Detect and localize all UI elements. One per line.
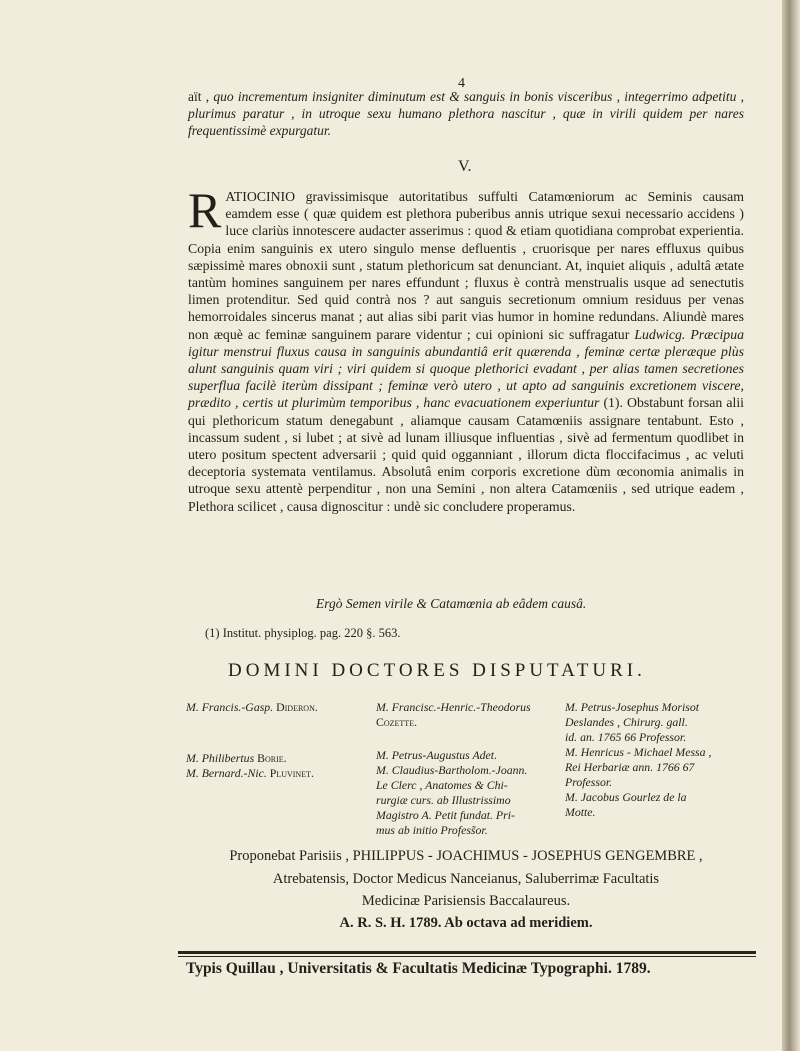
intro-text <box>188 88 744 139</box>
paragraph-text-b: (1). Obstabunt forsan alii qui plethoricum statum denegabunt , aliamque causam Catamœniis assignare tentabunt. Esto , incassum sudent , si lubet ; at sivè ad lunam illiusque influentias , sivè ad fermentum quodlibet in utero positum spectent adversarii ; quid quid ogganniant , illorum dicta floccifacimus , ac veluti deceptoria systemata ventilamus. Absolutâ enim corporis excretione dùm œconomia animalis in utroque sexu attentè perpenditur , non una Semini , non altera Catamœniis , sed utrique eadem , Plethora scilicet , causa dignoscitur : undè sic concludere properamus. <box>188 395 744 514</box>
doctor-line: Magistro A. Petit fundat. Pri- <box>376 808 515 822</box>
doctors-column-1 <box>186 700 318 781</box>
doctor-line: M. Jacobus Gourlez de la <box>565 790 687 804</box>
doctors-column-2 <box>376 700 531 838</box>
quoted-author: Ludwicg. <box>629 326 691 342</box>
divider-thin <box>178 956 756 957</box>
doctor-entry: M. Francis.-Gasp. Dideron. <box>186 700 318 714</box>
doctor-line: Professor. <box>565 775 613 789</box>
doctor-line: M. Petrus-Augustus Adet. <box>376 748 498 762</box>
imprint-line-1: Proponebat Parisiis , PHILIPPUS - JOACHIMUS - JOSEPHUS GENGEMBRE , <box>229 848 703 864</box>
doctor-line: Deslandes , Chirurg. gall. <box>565 715 688 729</box>
doctor-entry: M. Philibertus Borie. <box>186 751 287 765</box>
footnote: (1) Institut. physiplog. pag. 220 §. 563. <box>205 626 401 640</box>
imprint-line-4: A. R. S. H. 1789. Ab octava ad meridiem. <box>339 915 593 931</box>
doctor-line: mus ab initio Profess̃or. <box>376 823 488 837</box>
doctor-line: id. an. 1765 66 Professor. <box>565 730 687 744</box>
quotation: Præcipua igitur menstrui fluxus causa in sanguinis abundantiâ erit quærenda , feminæ certæ pleræque plùs alunt sanguinis quam viri ; viri quidem si quoque plethorici evadant , per alias tamen secretiones superflua facilè iterùm dissipant ; feminæ verò utero , ut apto ad sanguinis excretionem viscere, prædito , certis ut plurimùm temporibus , hanc evacuationem experiuntur <box>188 326 744 411</box>
intro-italic: quo incrementum insigniter diminutum est & sanguis in bonis visceribus , integerrimo adpetitu , plurimus paratur , in utroque sexu humano plethora nascitur , quæ in virili quidem per nares frequentissimè expurgatur. <box>188 89 745 138</box>
page-number: 4 <box>458 76 465 91</box>
page-edge <box>782 0 800 1051</box>
doctor-line: rurgiæ curs. ab Illustrissimo <box>376 793 511 807</box>
doctors-column-3 <box>565 700 711 820</box>
intro-roman: aït , <box>188 89 210 104</box>
section-number: V. <box>458 158 472 175</box>
paragraph-text-a: ATIOCINIO gravissimisque autoritatibus suffulti Catamœniorum ac Seminis causam eamdem esse ( quæ quidem est plethora puberibus annis utrique sexui necessario accidens ) luce clariùs innotescere audacter asserimus : quod & etiam quotidiana comprobat experientia. Copia enim sanguinis ex utero singulo mense defluentis , cruorisque per nares effluxus quibus sæpissimè mares obnoxii sunt , statum plethoricum sat denunciant. At, inquiet aliquis , adultâ ætate tantùm homines sanguinem per nares effundunt ; fluxus è contrà menstrualis usque ad senectutis limen protenditur. Sed quid contrà nos ? aut sanguis secretionum omnium residuus per venas hemorroidales sincerus manat ; aut alias sibi parit vias humor in homine redundans. Aliundè mares non æquè ac feminæ sanguinem parare videntur ; cui opinioni sic suffragatur <box>188 189 744 342</box>
printer-line: Typis Quillau , Universitatis & Facultatis Medicinæ Typographi. 1789. <box>186 960 651 977</box>
imprint-line-3: Medicinæ Parisiensis Baccalaureus. <box>361 893 571 909</box>
doctor-entry: M. Bernard.-Nic. Pluvinet. <box>186 766 314 780</box>
divider-thick <box>178 951 756 954</box>
doctor-line: M. Claudius-Bartholom.-Joann. <box>376 763 528 777</box>
doctor-line: M. Francisc.-Henric.-Theodorus <box>376 700 531 714</box>
doctors-title: DOMINI DOCTORES DISPUTATURI. <box>228 660 646 681</box>
doctor-line: M. Henricus - Michael Messa , <box>565 745 712 759</box>
doctor-line: Motte. <box>565 805 596 819</box>
conclusion: Ergò Semen virile & Catamœnia ab eâdem causâ. <box>316 596 587 611</box>
doctor-line: Rei Herbariæ ann. 1766 67 <box>565 760 695 774</box>
doctor-line: Cozette. <box>376 715 418 729</box>
imprint-line-2: Atrebatensis, Doctor Medicus Nanceianus, Saluberrimæ Facultatis <box>272 871 660 887</box>
doctor-line: M. Petrus-Josephus Morisot <box>565 700 700 714</box>
drop-cap: R <box>188 182 222 238</box>
doctor-line: Le Clerc , Anatomes & Chi- <box>376 778 508 792</box>
main-paragraph <box>188 182 744 515</box>
